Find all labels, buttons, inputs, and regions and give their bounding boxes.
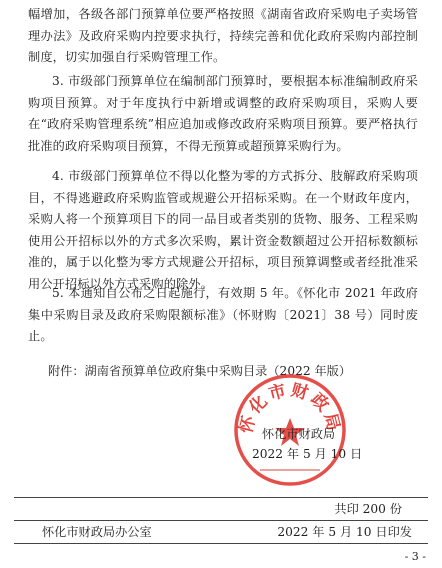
- seal-text: 怀化市财政局: [236, 380, 344, 436]
- footer-rule-top: [14, 497, 428, 498]
- page-number: - 3 -: [404, 550, 426, 563]
- paragraph-item-4: 4. 市级部门预算单位不得以化整为零的方式拆分、肢解政府采购项目，不得逃避政府采购监管或规避公开招标采购。在一个财政年度内，采购人将一个预算项目下的同一品目或者类别的货物、服务、工程采购使用公开招标以外的方式多次采购，累计资金数额超过公开招标数额标准的，属于以化整为零方式规避公开招标，项目预算调整或者经批准采用公开招标以外方式采购的除外。: [28, 169, 418, 291]
- paragraph-item-3: 3. 市级部门预算单位在编制部门预算时，要根据本标准编制政府采购项目预算。对于年度执行中新增或调整的政府采购项目，采购人要在“政府采购管理系统”相应追加或修改政府采购项目预算。要严格执行批准的政府采购项目预算，不得无预算或超预算采购行为。: [28, 74, 418, 153]
- print-date: 2022 年 5 月 10 日印发: [277, 525, 412, 539]
- paragraph-continuation: 幅增加，各级各部门预算单位要严格按照《湖南省政府采购电子卖场管理办法》及政府采购内控要求执行，持续完善和优化政府采购内部控制制度，切实加强自行采购管理工作。: [28, 7, 418, 64]
- footer-rule-bottom: [14, 543, 428, 544]
- issuing-office: 怀化市财政局办公室: [42, 525, 152, 539]
- attachment-line: 附件：湖南省预算单位政府集中采购目录（2022 年版）: [48, 364, 352, 378]
- print-copies: 共印 200 份: [334, 502, 402, 516]
- signature-org: 怀化市财政局: [262, 427, 336, 441]
- signature-date: 2022 年 5 月 10 日: [252, 447, 363, 461]
- paragraph-item-5: 5. 本通知自公布之日起施行，有效期 5 年。《怀化市 2021 年政府集中采购目录及政府采购限额标准》（怀财购〔2021〕38 号）同时废止。: [28, 286, 418, 343]
- footer-rule-middle: [14, 520, 428, 521]
